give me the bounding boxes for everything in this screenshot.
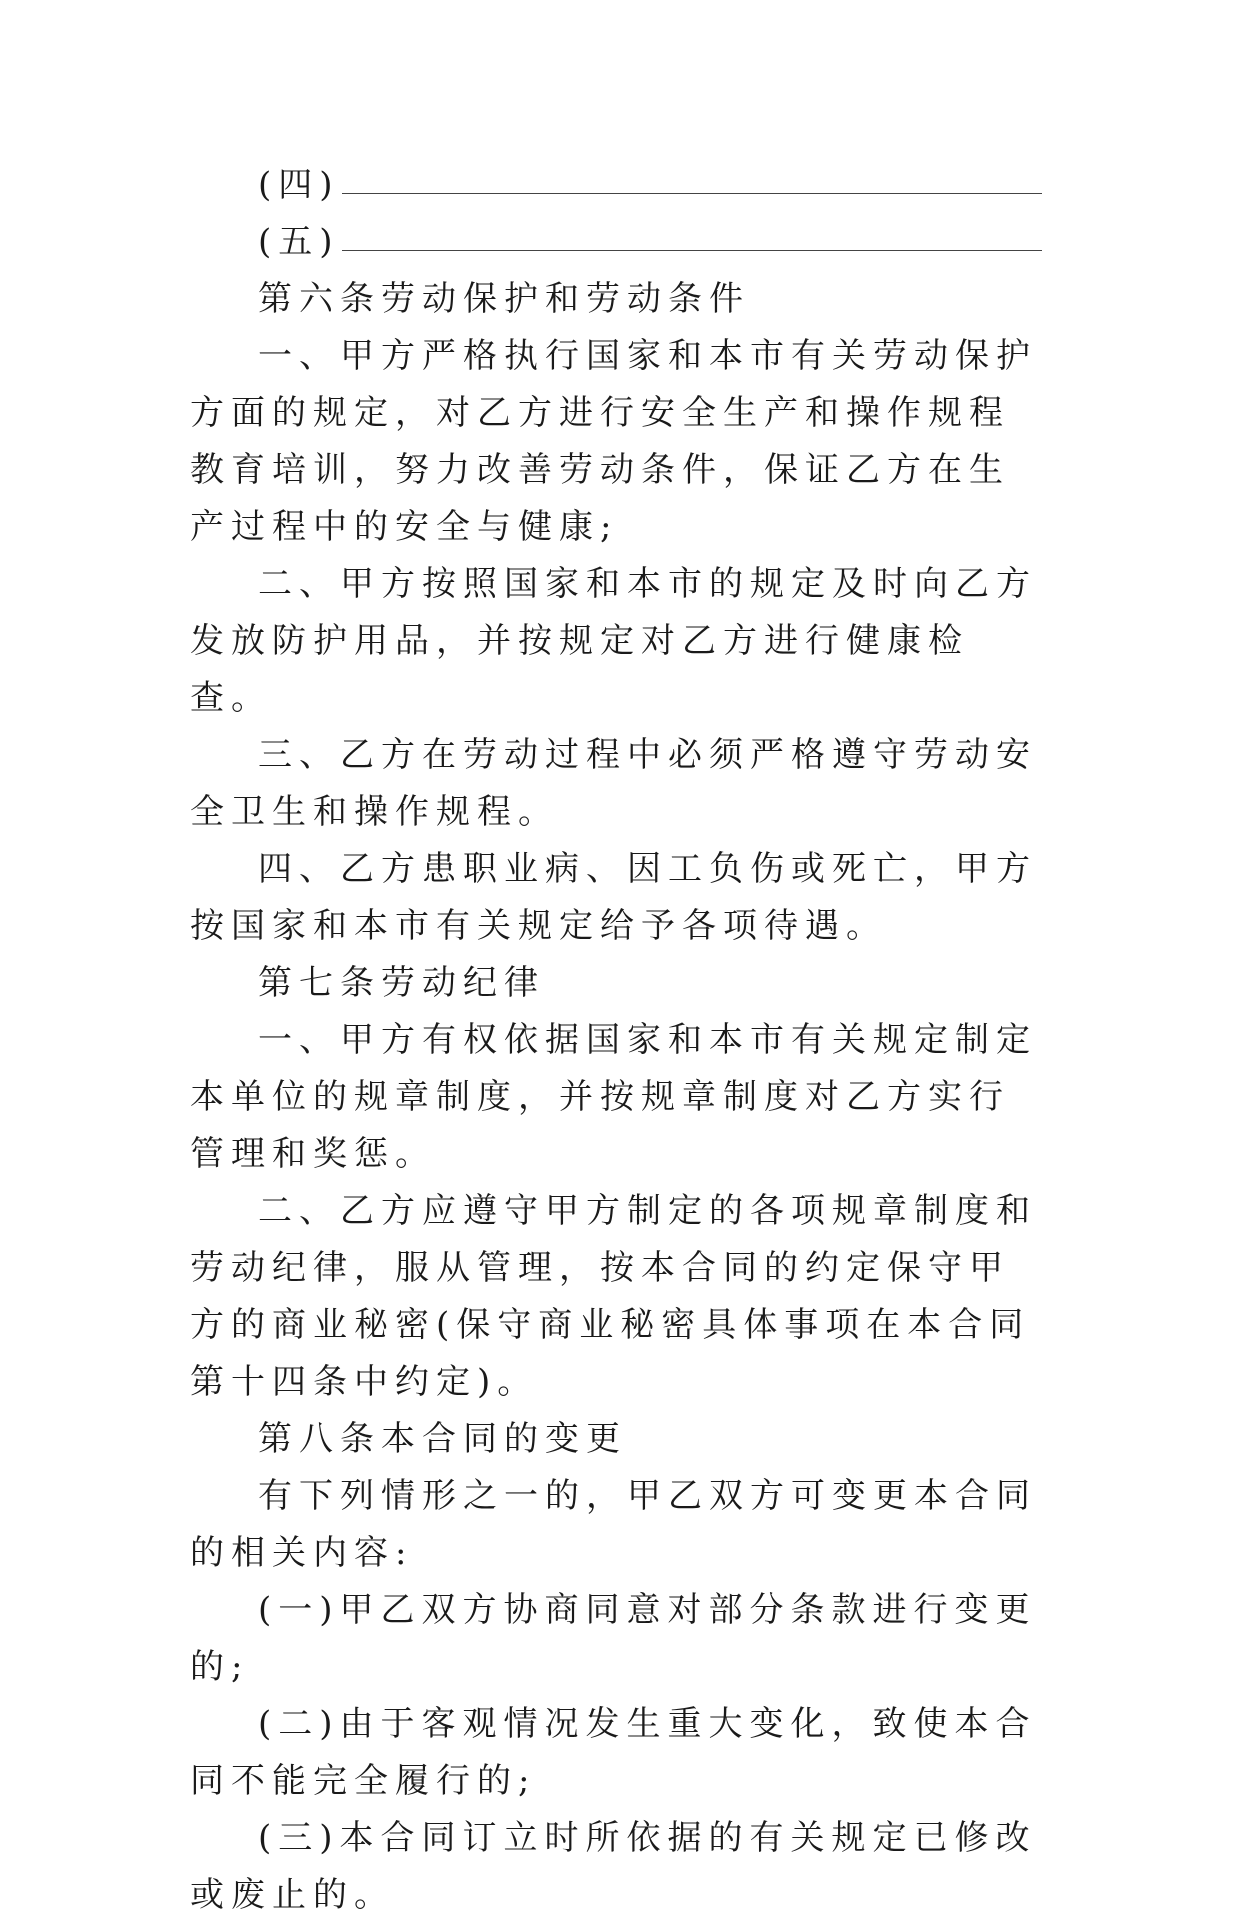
blank-item-4 [190, 157, 1050, 214]
document-body [190, 157, 1050, 1924]
blank-item-label: (四) [258, 165, 340, 205]
fill-in-underline [342, 192, 1042, 194]
article-8-item-2: (二)由于客观情况发生重大变化，致使本合同不能完全履行的; [190, 1704, 1037, 1801]
blank-item-label: (五) [258, 222, 340, 262]
fill-in-underline [342, 249, 1042, 251]
article-8-item-1: (一)甲乙双方协商同意对部分条款进行变更的; [190, 1590, 1037, 1687]
article-8-heading: 第八条本合同的变更 [258, 1419, 627, 1459]
article-7-clause-2: 二、乙方应遵守甲方制定的各项规章制度和劳动纪律，服从管理，按本合同的约定保守甲方的商业秘密(保守商业秘密具体事项在本合同第十四条中约定)。 [190, 1191, 1037, 1402]
article-8-item-3: (三)本合同订立时所依据的有关规定已修改或废止的。 [190, 1818, 1037, 1915]
blank-item-5 [190, 214, 1050, 271]
article-7-heading: 第七条劳动纪律 [258, 963, 545, 1003]
article-6-clause-2: 二、甲方按照国家和本市的规定及时向乙方发放防护用品，并按规定对乙方进行健康检查。 [190, 564, 1037, 718]
article-6-heading: 第六条劳动保护和劳动条件 [258, 279, 750, 319]
article-6-clause-1: 一、甲方严格执行国家和本市有关劳动保护方面的规定，对乙方进行安全生产和操作规程教育培训，努力改善劳动条件，保证乙方在生产过程中的安全与健康; [190, 336, 1037, 547]
article-6-clause-3: 三、乙方在劳动过程中必须严格遵守劳动安全卫生和操作规程。 [190, 735, 1037, 832]
article-6-clause-4: 四、乙方患职业病、因工负伤或死亡，甲方按国家和本市有关规定给予各项待遇。 [190, 849, 1037, 946]
article-8-intro: 有下列情形之一的，甲乙双方可变更本合同的相关内容: [190, 1476, 1037, 1573]
article-7-clause-1: 一、甲方有权依据国家和本市有关规定制定本单位的规章制度，并按规章制度对乙方实行管理和奖惩。 [190, 1020, 1037, 1174]
